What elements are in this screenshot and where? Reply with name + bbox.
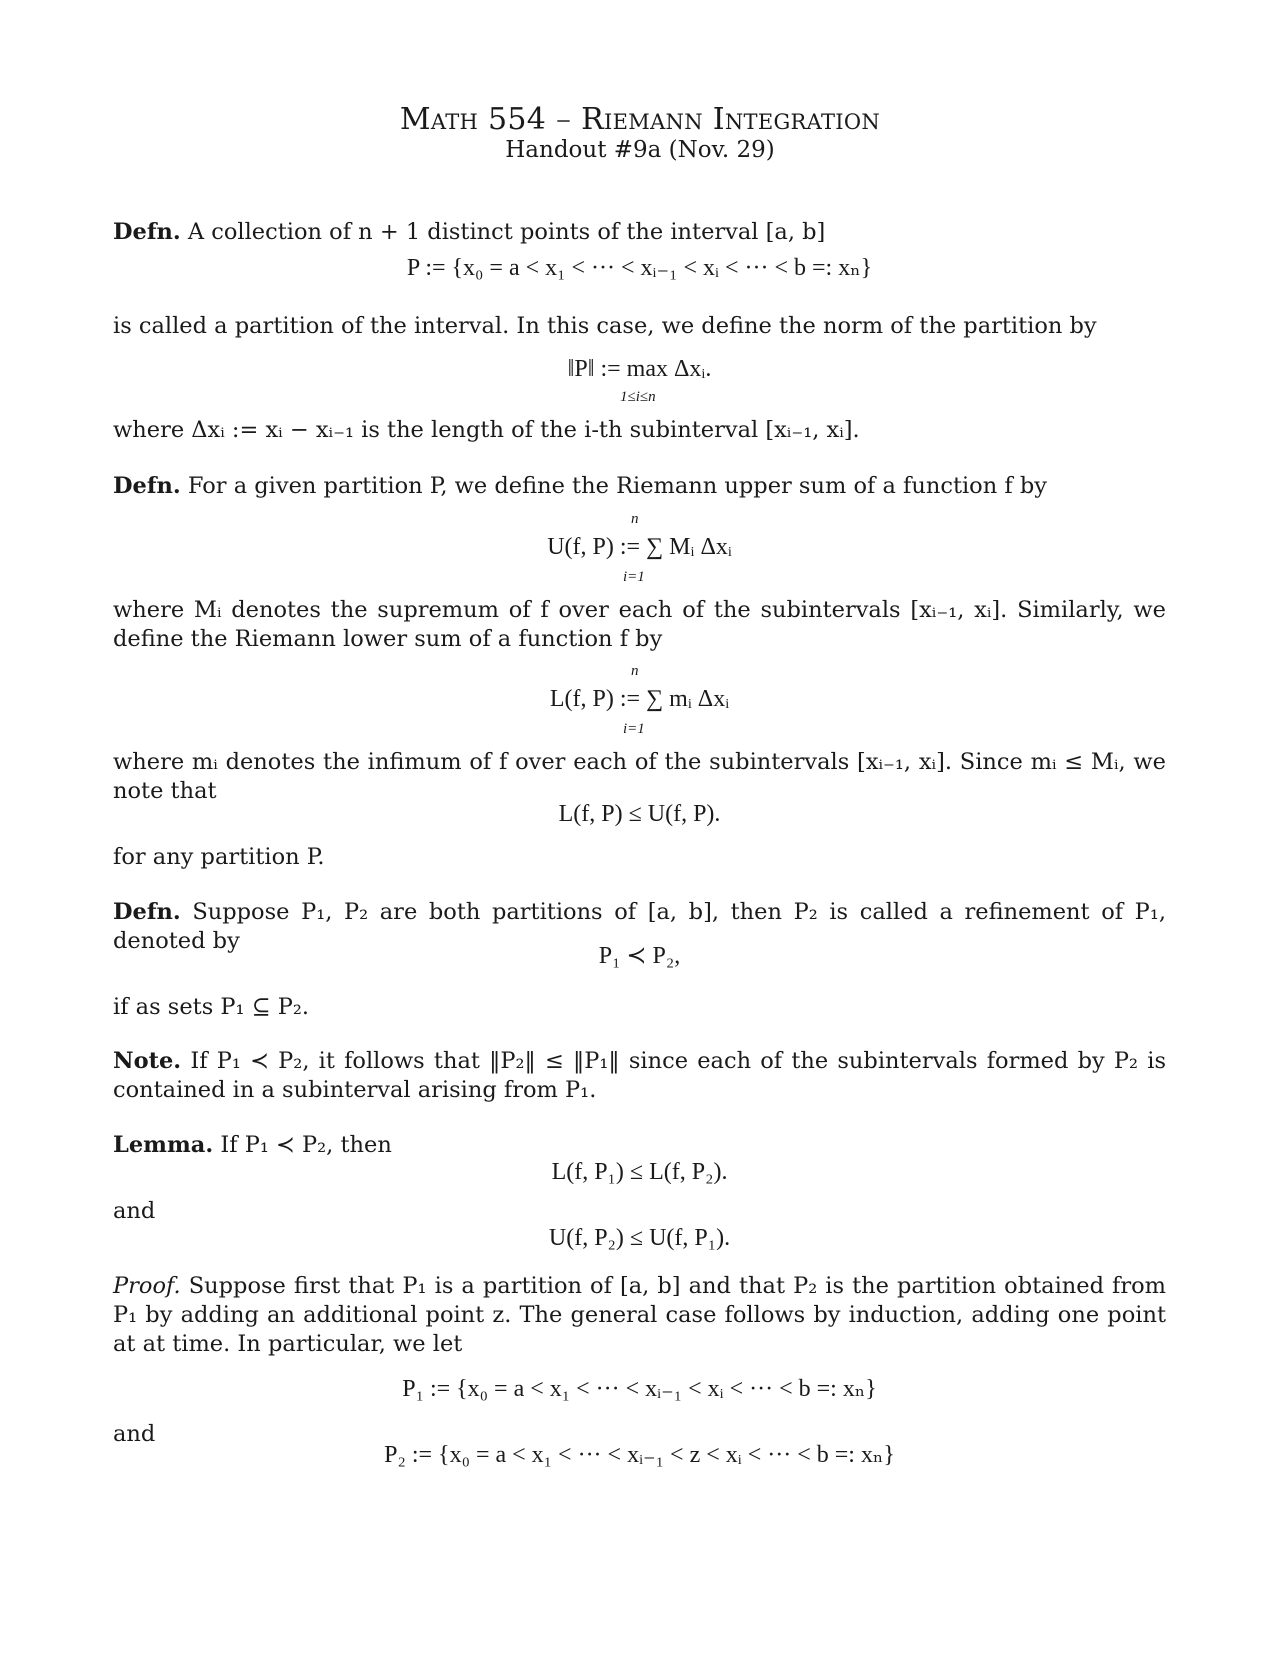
lemma-intro xyxy=(113,1131,1166,1160)
defn1-intro-text: A collection of n + 1 distinct points of the interval [a, b] xyxy=(187,219,826,245)
page-subtitle: Handout #9a (Nov. 29) xyxy=(505,137,775,163)
defn2-intro-text: For a given partition P, we define the Riemann upper sum of a function f by xyxy=(187,473,1047,499)
defn3-after: if as sets P₁ ⊆ P₂. xyxy=(113,994,310,1020)
defn1-body: is called a partition of the interval. In this case, we define the norm of the partition by xyxy=(113,313,1097,339)
defn2-intro xyxy=(113,472,1166,501)
lower-upper-inequality: L(f, P) ≤ U(f, P). xyxy=(558,801,721,827)
upper-sum-bottom: i=1 xyxy=(623,569,645,585)
defn1-where: where Δxᵢ := xᵢ − xᵢ₋₁ is the length of the i-th subinterval [xᵢ₋₁, xᵢ]. xyxy=(113,417,860,443)
defn3-intro-text: Suppose P₁, P₂ are both partitions of [a, b], then P₂ is called a refinement of P₁, denoted by xyxy=(113,899,1166,954)
lower-sum-text: L(f, P) := ∑ mᵢ Δxᵢ xyxy=(549,686,730,712)
norm-eq-text: ‖P‖ := max Δxᵢ. xyxy=(567,356,712,382)
partition-equation: P := {x₀ = a < x₁ < ··· < xᵢ₋₁ < xᵢ < ··· < b =: xₙ} xyxy=(406,255,873,281)
lower-sum-equation xyxy=(113,663,1166,737)
proof-paragraph xyxy=(113,1272,1166,1359)
upper-sum-text: U(f, P) := ∑ Mᵢ Δxᵢ xyxy=(547,534,732,560)
proof-and: and xyxy=(113,1421,156,1447)
note-paragraph xyxy=(113,1047,1166,1105)
page-title xyxy=(0,102,1280,137)
defn2-after: where mᵢ denotes the infimum of f over each of the subintervals [xᵢ₋₁, xᵢ]. Since mᵢ ≤ Mᵢ, we note that xyxy=(113,749,1166,804)
lemma-equation-upper: U(f, P₂) ≤ U(f, P₁). xyxy=(548,1225,731,1251)
note-text: If P₁ ≺ P₂, it follows that ‖P₂‖ ≤ ‖P₁‖ since each of the subintervals formed by P₂ is contained in a subinterval arising from P₁. xyxy=(113,1048,1166,1103)
defn3-label: Defn. xyxy=(113,899,181,925)
defn2-final: for any partition P. xyxy=(113,844,325,870)
defn1-label: Defn. xyxy=(113,219,181,245)
title-course: Math 554 xyxy=(399,102,547,137)
proof-p1-equation: P₁ := {x₀ = a < x₁ < ··· < xᵢ₋₁ < xᵢ < ··· < b =: xₙ} xyxy=(402,1376,877,1402)
proof-p2-equation: P₂ := {x₀ = a < x₁ < ··· < xᵢ₋₁ < z < xᵢ < ··· < b =: xₙ} xyxy=(384,1442,895,1468)
proof-text: Suppose first that P₁ is a partition of [a, b] and that P₂ is the partition obtained from P₁ by adding an additional point z. The general case follows by induction, adding one point at at time. In particular, we let xyxy=(113,1273,1166,1357)
upper-sum-top: n xyxy=(631,511,639,527)
title-dash: – xyxy=(556,102,572,137)
defn1-intro xyxy=(113,218,1166,247)
lemma-equation-lower: L(f, P₁) ≤ L(f, P₂). xyxy=(551,1159,728,1185)
defn2-mid: where Mᵢ denotes the supremum of f over each of the subintervals [xᵢ₋₁, xᵢ]. Similarly, we define the Riemann lower sum of a function f by xyxy=(113,597,1166,652)
lemma-intro-text: If P₁ ≺ P₂, then xyxy=(220,1132,392,1158)
lemma-and: and xyxy=(113,1198,156,1224)
lower-sum-top: n xyxy=(631,663,639,679)
refinement-equation: P₁ ≺ P₂, xyxy=(598,943,681,969)
lemma-label: Lemma. xyxy=(113,1132,214,1158)
upper-sum-equation xyxy=(113,511,1166,585)
defn2-label: Defn. xyxy=(113,473,181,499)
norm-equation xyxy=(113,355,1166,405)
norm-eq-subscript: 1≤i≤n xyxy=(620,389,656,405)
lower-sum-bottom: i=1 xyxy=(623,721,645,737)
note-label: Note. xyxy=(113,1048,182,1074)
title-topic: Riemann Integration xyxy=(581,102,881,137)
proof-label: Proof. xyxy=(113,1273,181,1299)
